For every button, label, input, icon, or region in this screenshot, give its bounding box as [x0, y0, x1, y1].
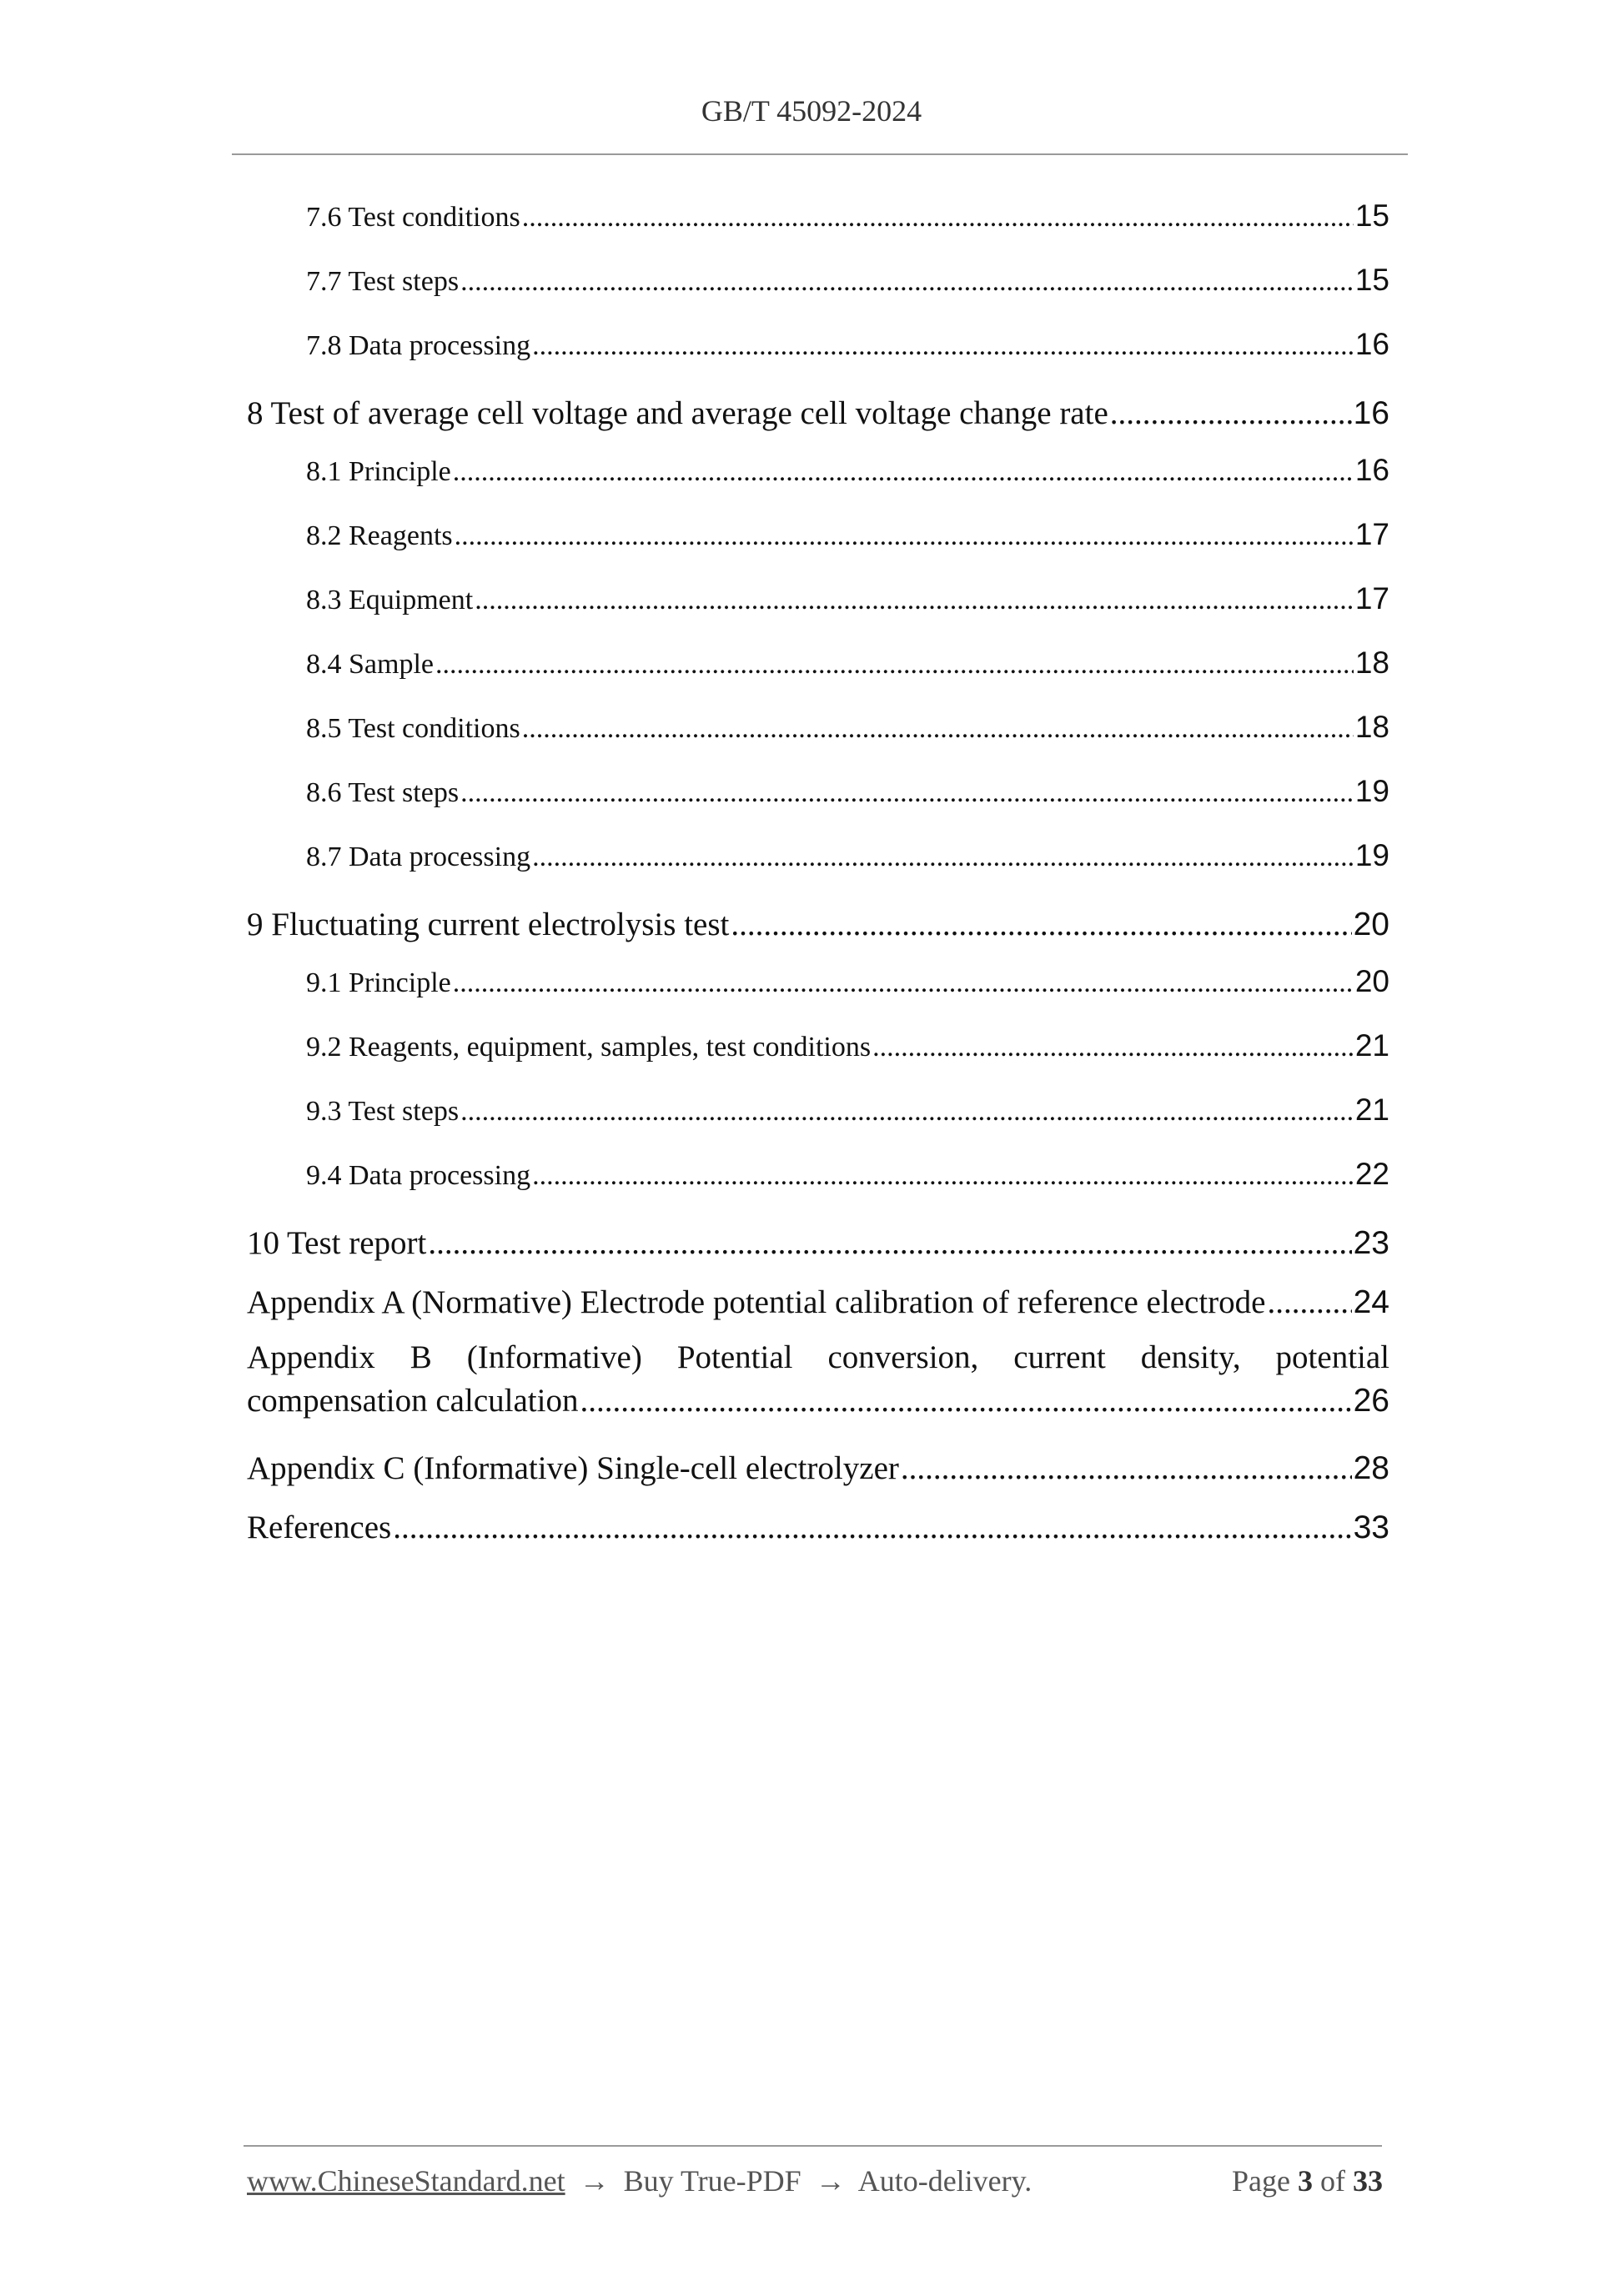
toc-entry-page: 16	[1354, 453, 1389, 487]
toc-entry[interactable]	[247, 1093, 1389, 1128]
toc-entry-title-line1: Appendix B (Informative) Potential conversion, current density, potential	[247, 1339, 1390, 1375]
arrow-right-icon: →	[579, 2164, 610, 2198]
toc-entry-title: 7.7 Test steps	[306, 266, 460, 297]
toc-entry[interactable]	[247, 198, 1389, 234]
toc-entry-page: 22	[1354, 1157, 1389, 1191]
toc-entry-page: 33	[1353, 1510, 1389, 1545]
toc-entry[interactable]	[247, 1509, 1389, 1546]
toc-entry[interactable]	[247, 1449, 1389, 1487]
toc-entry-page: 16	[1354, 327, 1389, 361]
toc-entry[interactable]	[247, 646, 1389, 681]
toc-entry-title: 8.6 Test steps	[306, 777, 460, 808]
toc-entry[interactable]	[247, 906, 1389, 943]
footer-divider	[244, 2145, 1382, 2147]
dot-leader	[901, 1449, 1352, 1487]
toc-entry-page: 15	[1354, 198, 1389, 233]
toc-entry-page: 16	[1353, 395, 1389, 431]
toc-entry[interactable]	[247, 394, 1389, 432]
arrow-right-icon: →	[815, 2164, 846, 2198]
total-pages: 33	[1353, 2164, 1383, 2198]
toc-entry-page: 21	[1354, 1028, 1389, 1063]
toc-entry-title: 9.1 Principle	[306, 967, 451, 998]
footer-promo	[247, 2163, 1032, 2198]
toc-entry-title: 8.7 Data processing	[306, 842, 531, 872]
toc-entry[interactable]	[247, 581, 1389, 616]
dot-leader	[532, 1160, 1354, 1192]
toc-entry-title: 8.3 Equipment	[306, 585, 474, 615]
page-footer	[247, 2163, 1383, 2198]
dot-leader	[453, 456, 1354, 488]
toc-entry[interactable]	[247, 327, 1389, 362]
toc-entry-title: 8.2 Reagents	[306, 520, 453, 551]
toc-entry-page: 23	[1353, 1225, 1389, 1261]
dot-leader	[522, 202, 1354, 234]
toc-entry-page: 26	[1353, 1383, 1389, 1419]
site-link[interactable]: www.ChineseStandard.net	[247, 2164, 565, 2198]
toc-entry-page: 20	[1353, 907, 1389, 942]
toc-entry-title: References	[247, 1510, 392, 1545]
dot-leader	[393, 1509, 1351, 1546]
toc-entry-title-line2	[247, 1379, 1389, 1423]
dot-leader	[475, 585, 1354, 616]
toc-entry[interactable]	[247, 710, 1389, 745]
toc-entry[interactable]	[247, 453, 1389, 488]
toc-entry-wrapped[interactable]	[247, 1336, 1389, 1423]
buy-text: Buy True-PDF	[623, 2164, 801, 2198]
toc-entry-page: 18	[1354, 646, 1389, 680]
toc-entry-title: 7.6 Test conditions	[306, 202, 520, 233]
current-page: 3	[1298, 2164, 1313, 2198]
toc-entry-page: 19	[1354, 838, 1389, 872]
dot-leader	[532, 842, 1354, 873]
toc-entry[interactable]	[247, 1028, 1389, 1063]
dot-leader	[731, 906, 1351, 943]
toc-entry-page: 18	[1354, 710, 1389, 744]
dot-leader	[428, 1224, 1351, 1262]
toc-entry-page: 15	[1354, 263, 1389, 297]
toc-entry[interactable]	[247, 263, 1389, 298]
header-divider	[232, 153, 1408, 155]
toc-entry-title: 9 Fluctuating current electrolysis test	[247, 907, 730, 942]
dot-leader	[580, 1379, 1351, 1423]
toc-entry-title: Appendix A (Normative) Electrode potential calibration of reference electrode	[247, 1284, 1266, 1320]
dot-leader	[453, 967, 1354, 999]
dot-leader	[460, 266, 1354, 298]
toc-entry-title: 8.1 Principle	[306, 456, 451, 487]
toc-entry-title: 9.3 Test steps	[306, 1096, 460, 1127]
dot-leader	[435, 649, 1354, 681]
toc-entry[interactable]	[247, 774, 1389, 809]
toc-entry-title: 8.5 Test conditions	[306, 713, 520, 744]
toc-entry-page: 17	[1354, 517, 1389, 551]
toc-entry-page: 21	[1354, 1093, 1389, 1127]
toc-entry-title: compensation calculation	[247, 1383, 579, 1419]
dot-leader	[1267, 1284, 1351, 1321]
dot-leader	[455, 520, 1354, 552]
dot-leader	[460, 1096, 1354, 1128]
dot-leader	[872, 1032, 1354, 1063]
toc-entry-page: 24	[1353, 1284, 1389, 1320]
toc-entry[interactable]	[247, 964, 1389, 999]
toc-entry[interactable]	[247, 517, 1389, 552]
toc-entry-title: 9.4 Data processing	[306, 1160, 531, 1191]
toc-entry-title: 8.4 Sample	[306, 649, 434, 680]
delivery-text: Auto-delivery.	[857, 2164, 1033, 2198]
toc-entry[interactable]	[247, 1284, 1389, 1321]
toc-entry-page: 28	[1353, 1450, 1389, 1486]
toc-entry-page: 20	[1354, 964, 1389, 998]
dot-leader	[522, 713, 1354, 745]
toc-entry[interactable]	[247, 1157, 1389, 1192]
dot-leader	[532, 330, 1354, 362]
toc-entry[interactable]	[247, 838, 1389, 873]
toc-entry-title: 10 Test report	[247, 1225, 427, 1261]
running-header: GB/T 45092-2024	[701, 94, 922, 128]
toc-entry-page: 17	[1354, 581, 1389, 615]
toc-entry[interactable]	[247, 1224, 1389, 1262]
toc-entry-title: Appendix C (Informative) Single-cell electrolyzer	[247, 1450, 899, 1486]
toc-entry-page: 19	[1354, 774, 1389, 808]
dot-leader	[1110, 394, 1352, 432]
toc-entry-title: 7.8 Data processing	[306, 330, 531, 361]
page-counter: Page 3 of 33	[1232, 2164, 1383, 2198]
toc-entry-title: 9.2 Reagents, equipment, samples, test conditions	[306, 1032, 872, 1063]
toc-entry-title: 8 Test of average cell voltage and average cell voltage change rate	[247, 395, 1108, 431]
dot-leader	[460, 777, 1354, 809]
